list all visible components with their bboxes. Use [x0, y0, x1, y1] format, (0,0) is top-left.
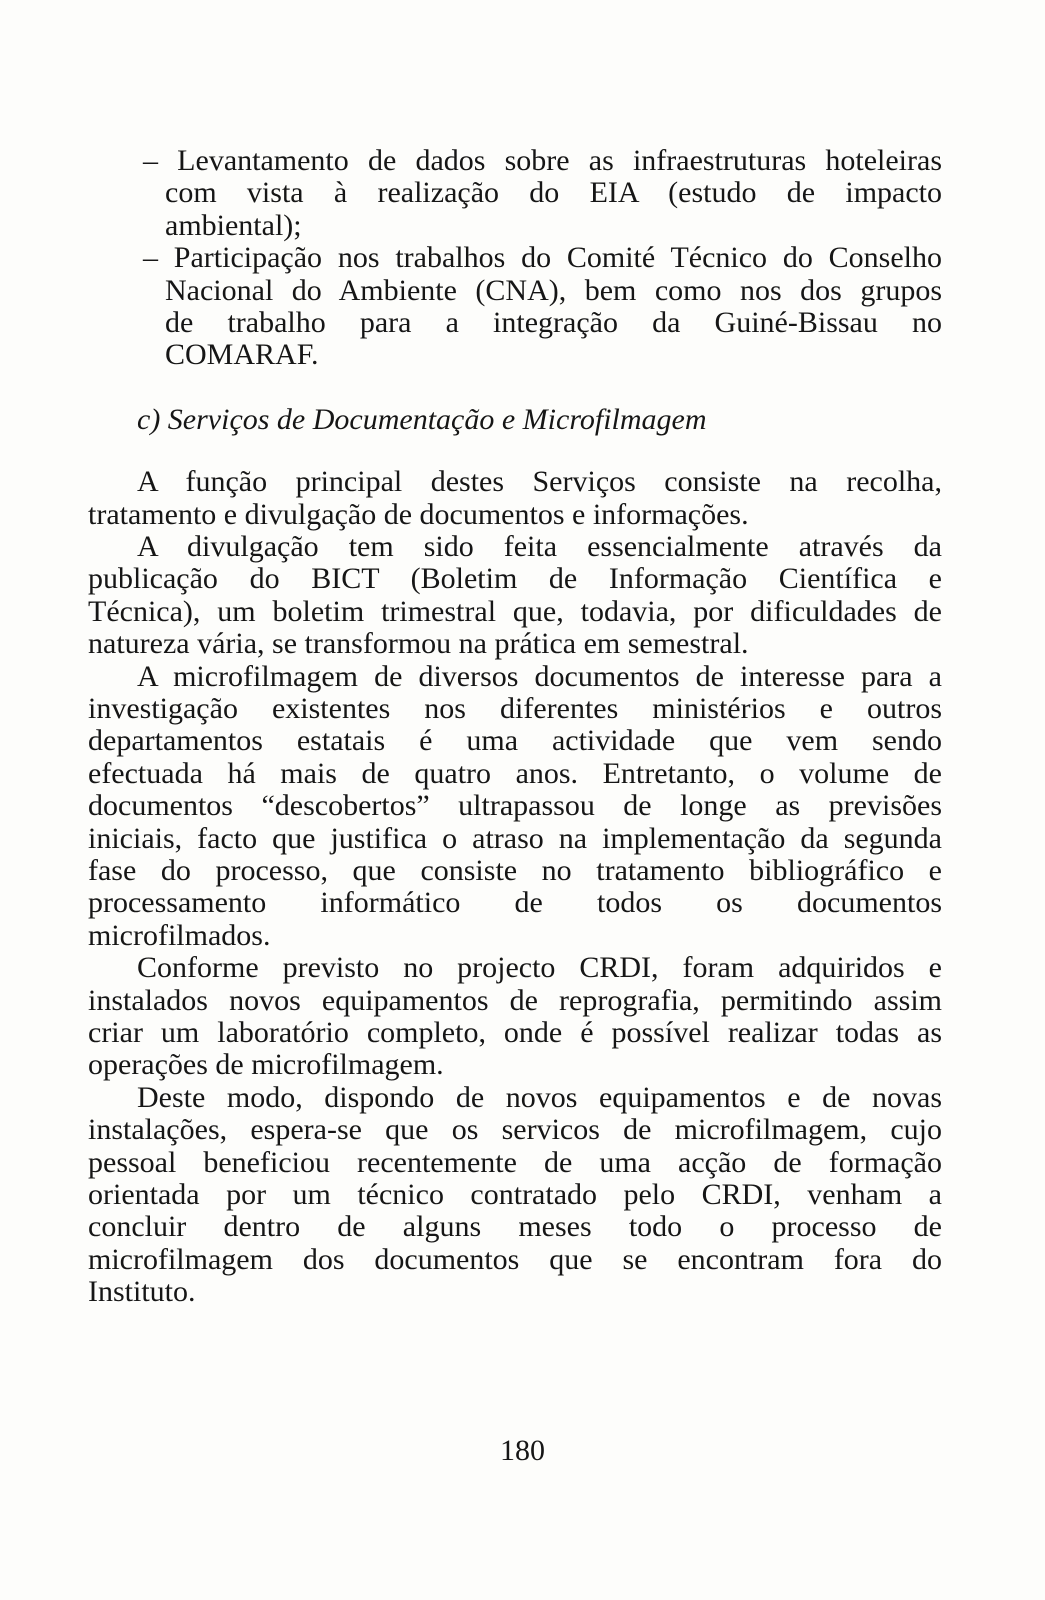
text-line: c) Serviços de Documentação e Microfilmagem [137, 403, 707, 436]
text-line: A função principal destes Serviços consiste na recolha, [137, 465, 942, 498]
text-line: efectuada há mais de quatro anos. Entretanto, o volume de [88, 757, 942, 790]
text-line: concluir dentro de alguns meses todo o processo de [88, 1210, 942, 1243]
text-line: iniciais, facto que justifica o atraso na implementação da segunda [88, 822, 942, 855]
text-line: operações de microfilmagem. [88, 1048, 444, 1081]
text-line: microfilmados. [88, 919, 271, 952]
text-line: orientada por um técnico contratado pelo CRDI, venham a [88, 1178, 942, 1211]
text-line: Instituto. [88, 1275, 196, 1308]
text-line: publicação do BICT (Boletim de Informação Científica e [88, 562, 942, 595]
text-line: Conforme previsto no projecto CRDI, foram adquiridos e [137, 951, 942, 984]
text-line: fase do processo, que consiste no tratamento bibliográfico e [88, 854, 942, 887]
text-line: A microfilmagem de diversos documentos de interesse para a [137, 660, 942, 693]
text-line: – Levantamento de dados sobre as infraestruturas hoteleiras [143, 144, 942, 177]
text-line: com vista à realização do EIA (estudo de impacto [165, 176, 942, 209]
text-line: Técnica), um boletim trimestral que, todavia, por dificuldades de [88, 595, 942, 628]
text-line: de trabalho para a integração da Guiné-Bissau no [165, 306, 942, 339]
text-line: microfilmagem dos documentos que se encontram fora do [88, 1243, 942, 1276]
text-line: investigação existentes nos diferentes ministérios e outros [88, 692, 942, 725]
text-line: departamentos estatais é uma actividade que vem sendo [88, 724, 942, 757]
text-line: COMARAF. [165, 338, 319, 371]
text-line: Nacional do Ambiente (CNA), bem como nos dos grupos [165, 274, 942, 307]
text-line: Deste modo, dispondo de novos equipamentos e de novas [137, 1081, 942, 1114]
text-line: natureza vária, se transformou na prática em semestral. [88, 627, 749, 660]
text-line: – Participação nos trabalhos do Comité Técnico do Conselho [143, 241, 942, 274]
text-line: documentos “descobertos” ultrapassou de longe as previsões [88, 789, 942, 822]
text-line: processamento informático de todos os documentos [88, 886, 942, 919]
text-line: ambiental); [165, 209, 302, 242]
page-number: 180 [500, 1434, 545, 1467]
text-line: instalações, espera-se que os servicos de microfilmagem, cujo [88, 1113, 942, 1146]
text-line: criar um laboratório completo, onde é possível realizar todas as [88, 1016, 942, 1049]
text-line: instalados novos equipamentos de reprografia, permitindo assim [88, 984, 942, 1017]
text-line: pessoal beneficiou recentemente de uma acção de formação [88, 1146, 942, 1179]
text-line: A divulgação tem sido feita essencialmente através da [137, 530, 942, 563]
text-line: tratamento e divulgação de documentos e informações. [88, 498, 749, 531]
